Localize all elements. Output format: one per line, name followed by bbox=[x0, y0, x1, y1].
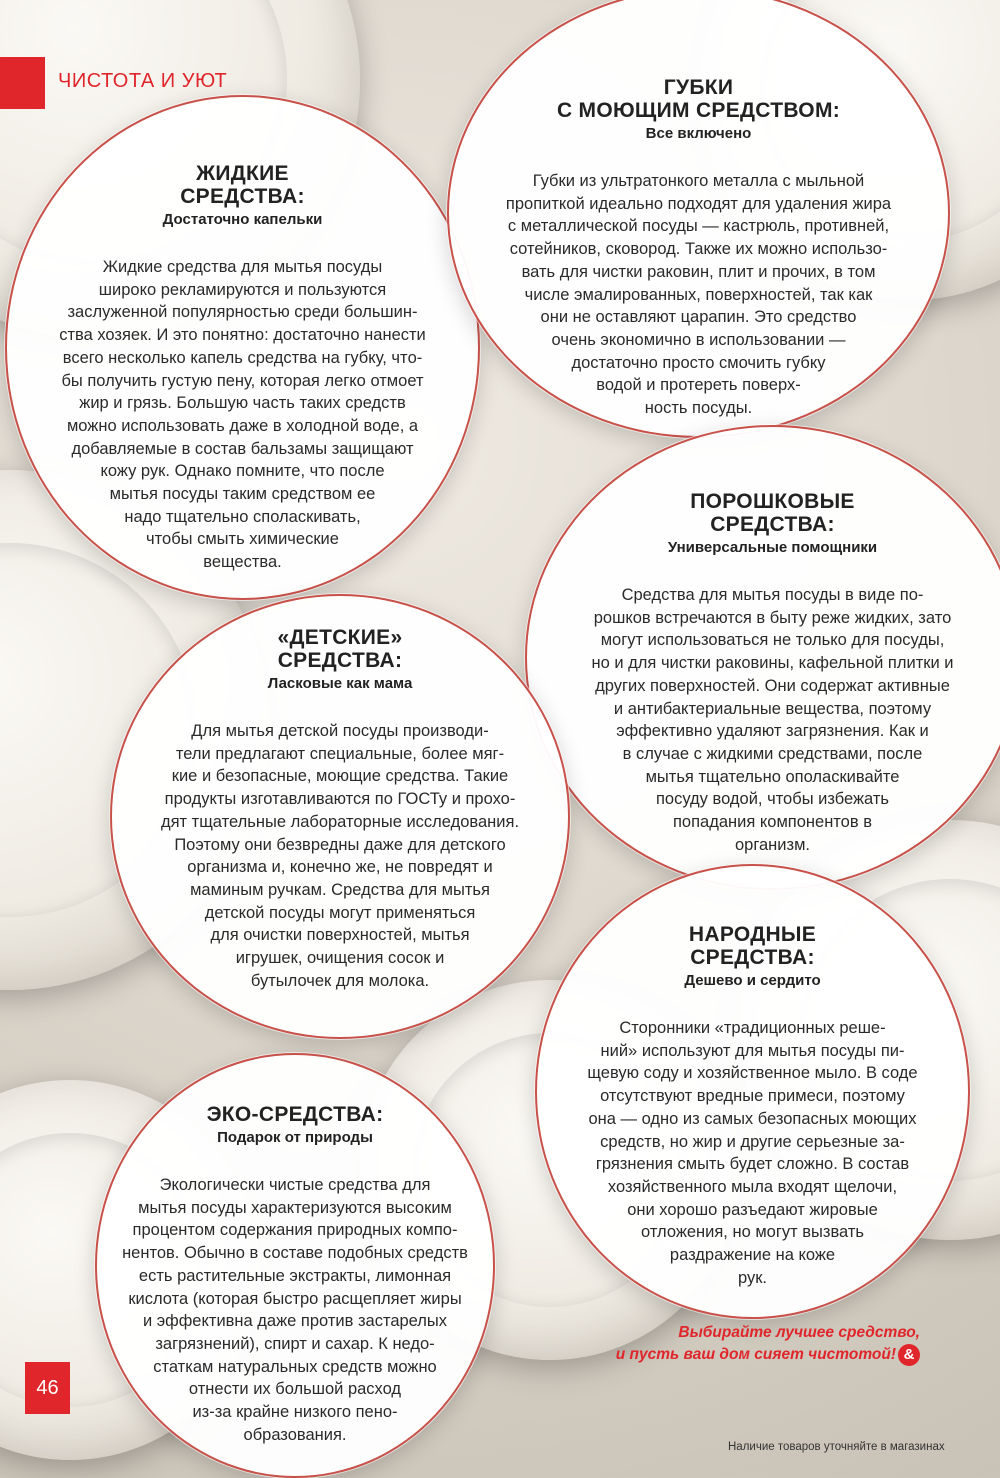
block-text: Экологически чистые средства для мытья посуды характеризуются высоким процентом содержания природных компо- нентов. Обычно в составе подобных средств есть растительные экстракты, лимонная кислота (которая быстро расщепляет жиры и эффективна даже против застарелых загрязнений), спирт и сахар. К недо- статкам натуральных средств можно отнести их большой расход из-за крайне низкого пено- образования. bbox=[122, 1176, 468, 1444]
ampersand-logo-icon: & bbox=[898, 1344, 920, 1366]
block-subtitle: Достаточно капельки bbox=[162, 211, 323, 228]
block-subtitle: Все включено bbox=[645, 125, 752, 142]
folk-remedies-circle bbox=[535, 864, 970, 1319]
childrens-products-circle bbox=[110, 594, 570, 1039]
slogan-line: и пусть ваш дом сияет чистотой! bbox=[615, 1346, 896, 1364]
availability-note: Наличие товаров уточняйте в магазинах bbox=[728, 1441, 945, 1453]
block-text: Губки из ультратонкого металла с мыльной пропиткой идеально подходят для удаления жира с металлической посуды — кастрюль, противней, сотейников, сковород. Также их можно использо- вать для чистки раковин, плит и прочих, в том числе эмалированных, поверхностей, так как они не оставляют царапин. Это средство очень экономично в использовании — достаточно просто смочить губку водой и протереть поверх- ность посуды. bbox=[505, 172, 892, 418]
slogan-line: Выбирайте лучшее средство, bbox=[678, 1324, 920, 1341]
slogan bbox=[580, 1322, 920, 1366]
block-text: Сторонники «традиционных реше- ний» используют для мытья посуды пи- щевую соду и хозяйственное мыло. В соде отсутствуют вредные примеси, поэтому она — одно из самых безопасных моющих средств, но жир и другие серьезные за- грязнения смыть будет сложно. В состав хозяйственного мыла входят щелочи, они хорошо разъедают жировые отложения, но могут вызвать раздражение на коже рук. bbox=[587, 1019, 918, 1287]
block-title: ПОРОШКОВЫЕ СРЕДСТВА: bbox=[690, 490, 855, 536]
block-title: «ДЕТСКИЕ» СРЕДСТВА: bbox=[277, 626, 403, 672]
section-title: ЧИСТОТА И УЮТ bbox=[58, 70, 228, 92]
block-subtitle: Универсальные помощники bbox=[667, 539, 878, 556]
eco-products-circle bbox=[95, 1053, 495, 1478]
block-subtitle: Дешево и сердито bbox=[684, 972, 821, 989]
block-title: ГУБКИ С МОЮЩИМ СРЕДСТВОМ: bbox=[556, 76, 841, 122]
block-text: Жидкие средства для мытья посуды широко рекламируются и пользуются заслуженной популярностью среди большин- ства хозяек. И это понятно: достаточно нанести всего несколько капель средства на губку, чтo- бы получить густую пену, которая легко отмоет жир и грязь. Большую часть таких средств можно использовать даже в холодной воде, а добавляемые в состав бальзамы защищают кожу рук. Однако помните, что после мытья посуды таким средством ее надо тщательно споласкивать, чтобы смыть химические вещества. bbox=[59, 258, 426, 572]
block-subtitle: Ласковые как мама bbox=[267, 675, 413, 692]
block-text: Средства для мытья посуды в виде по- рошков встречаются в быту реже жидких, зато могут использоваться не только для посуды, но и для чистки раковины, кафельной плитки и других поверхностей. Они содержат активные и антибактериальные вещества, поэтому эффективно удаляют загрязнения. Как и в случае с жидкими средствами, после мытья тщательно ополаскивайте посуду водой, чтобы избежать попадания компонентов в организм. bbox=[591, 586, 954, 854]
liquid-products-circle bbox=[5, 95, 480, 600]
sponges-circle bbox=[447, 0, 950, 438]
block-subtitle: Подарок от природы bbox=[217, 1129, 373, 1146]
block-text: Для мытья детской посуды производи- тели предлагают специальные, более мяг- кие и безопасные, моющие средства. Такие продукты изготавливаются по ГОСТу и прохо- дят тщательные лабораторные исследования. Поэтому они безвредны даже для детского организма и, конечно же, не повредят и маминым ручкам. Средства для мытья детской посуды могут применяться для очистки поверхностей, мытья игрушек, очищения сосок и бутылочек для молока. bbox=[160, 722, 520, 990]
page-number: 46 bbox=[25, 1362, 70, 1414]
section-marker bbox=[0, 57, 45, 109]
block-title: НАРОДНЫЕ СРЕДСТВА: bbox=[688, 923, 817, 969]
powder-products-circle bbox=[525, 425, 1000, 890]
block-title: ЭКО-СРЕДСТВА: bbox=[206, 1103, 384, 1126]
block-title: ЖИДКИЕ СРЕДСТВА: bbox=[180, 162, 305, 208]
